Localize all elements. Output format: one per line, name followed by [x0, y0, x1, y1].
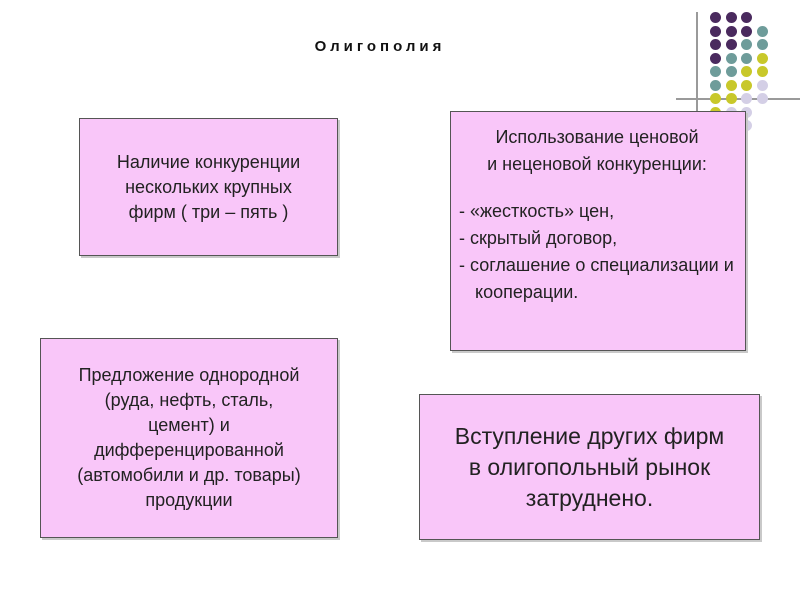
- decor-dot: [710, 53, 721, 64]
- decor-dot: [741, 39, 752, 50]
- decor-dot: [741, 93, 752, 104]
- decor-dot: [726, 53, 737, 64]
- decor-dot: [741, 53, 752, 64]
- decor-dot: [726, 93, 737, 104]
- decor-dot: [741, 66, 752, 77]
- price-competition-heading: Использование ценовой и неценовой конкуренции:: [487, 127, 707, 174]
- decor-dot: [726, 66, 737, 77]
- product-offer-text: Предложение однородной (руда, нефть, сталь, цемент) и дифференцированной (автомобили и др. товары) продукции: [77, 365, 301, 510]
- price-competition-list: [459, 198, 735, 306]
- decor-dot: [710, 39, 721, 50]
- decor-dot: [741, 26, 752, 37]
- decor-dot: [726, 80, 737, 91]
- decor-dot: [726, 39, 737, 50]
- decor-dot: [757, 66, 768, 77]
- decor-dot: [710, 12, 721, 23]
- market-entry-box: [419, 394, 760, 540]
- competition-text: Наличие конкуренции нескольких крупных фирм ( три – пять ): [116, 151, 301, 222]
- decor-dot: [710, 66, 721, 77]
- decor-dot: [741, 80, 752, 91]
- decor-dot: [710, 93, 721, 104]
- decor-dot: [757, 93, 768, 104]
- market-entry-text: Вступление других фирм в олигопольный рынок затруднено.: [454, 422, 725, 511]
- list-item: - «жесткость» цен,: [459, 201, 615, 221]
- competition-box: [79, 118, 338, 256]
- decor-dot: [710, 80, 721, 91]
- list-item: - соглашение о специализации и кооперации.: [459, 255, 734, 302]
- decor-dot: [757, 53, 768, 64]
- decor-dot: [757, 80, 768, 91]
- decor-dot: [726, 26, 737, 37]
- decor-dot: [710, 26, 721, 37]
- price-competition-box: [450, 111, 746, 351]
- decor-dot: [726, 12, 737, 23]
- decor-dot: [757, 26, 768, 37]
- decor-dot: [757, 39, 768, 50]
- decor-dot: [741, 12, 752, 23]
- slide-title: Олигополия: [314, 38, 446, 55]
- list-item: - скрытый договор,: [459, 228, 618, 248]
- product-offer-box: [40, 338, 338, 538]
